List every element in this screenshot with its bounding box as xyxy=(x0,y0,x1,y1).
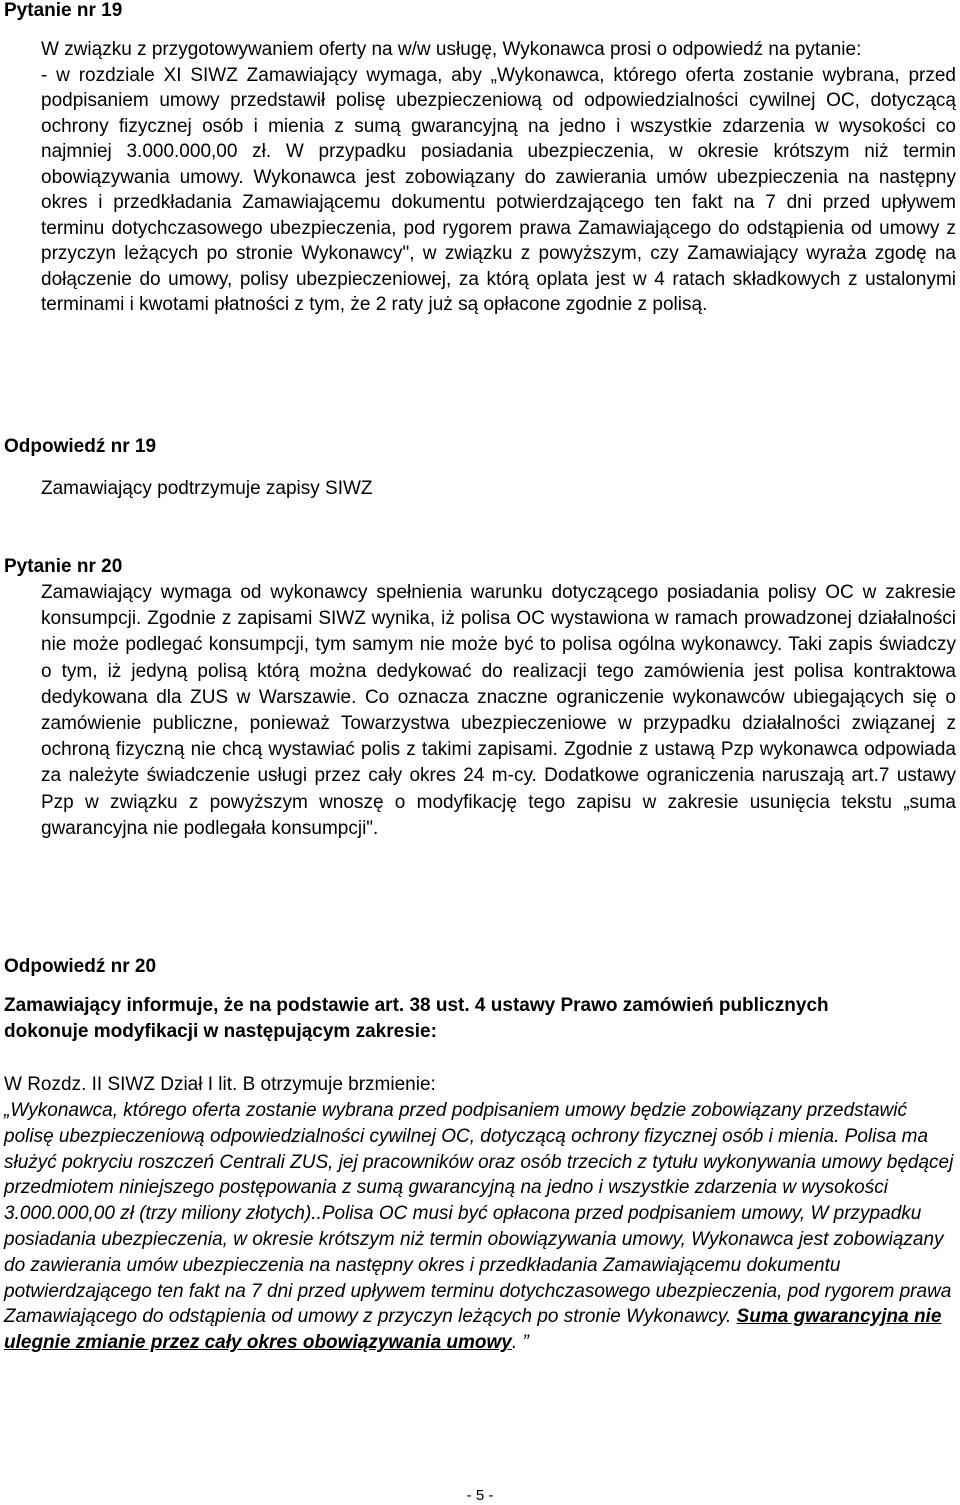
answer-20-italic-text xyxy=(4,1098,956,1356)
closing-quote: . ” xyxy=(511,1332,529,1354)
answer-20-intro: W Rozdz. II SIWZ Dział I lit. B otrzymuje brzmienie: xyxy=(4,1074,436,1095)
question-20-heading: Pytanie nr 20 xyxy=(4,556,123,577)
amended-clause-text: „Wykonawca, którego oferta zostanie wybrana przed podpisaniem umowy będzie zobowiązany przedstawić polisę ubezpieczeniową odpowiedzialności cywilnej OC, dotyczącą ochrony fizycznej osób i mienia. Polisa ma służyć pokryciu roszczeń Centrali ZUS, jej pracowników oraz osób trzecich z tytułu wykonywania umowy będącej przedmiotem niniejszego postępowania z sumą gwarancyjną na jedno i wszystkie zdarzenia w wysokości 3.000.000,00 zł (trzy miliony złotych)..Polisa OC musi być opłacona przed podpisaniem umowy, W przypadku posiadania ubezpieczenia, w okresie krótszym niż termin obowiązywania umowy, Wykonawca jest zobowiązany do zawierania umów ubezpieczenia na następny okres i przedkładania Zamawiającemu dokumentu potwierdzającego ten fakt na 7 dni przed upływem terminu dotychczasowego ubezpieczenia, pod rygorem prawa Zamawiającego do odstąpienia od umowy z przyczyn leżących po stronie Wykonawcy. xyxy=(4,1100,954,1328)
answer-20-heading: Odpowiedź nr 20 xyxy=(4,956,157,977)
underlined-clause: Suma gwarancyjna nie ulegnie zmianie przez cały okres obowiązywania umowy xyxy=(4,1306,942,1354)
answer-19-text: Zamawiający podtrzymuje zapisy SIWZ xyxy=(41,478,373,499)
page-number: - 5 - xyxy=(466,1487,494,1504)
question-20-text: Zamawiający wymaga od wykonawcy spełnienia warunku dotyczącego posiadania polisy OC w zakresie konsumpcji. Zgodnie z zapisami SIWZ wynika, iż polisa OC wystawiona w ramach prowadzonej działalności nie może podlegać konsumpcji, tym samym nie może być to polisa ogólna wykonawcy. Taki zapis świadczy o tym, iż jedyną polisą którą można dedykować do realizacji tego zamówienia jest polisa kontraktowa dedykowana dla ZUS w Warszawie. Co oznacza znaczne ograniczenie wykonawców ubiegających się o zamówienie publiczne, ponieważ Towarzystwa ubezpieczeniowe w przypadku działalności związanej z ochroną fizyczną nie chcą wystawiać polis z takimi zapisami. Zgodnie z ustawą Pzp wykonawca odpowiada za należyte świadczenie usługi przez cały okres 24 m-cy. Dodatkowe ograniczenia naruszają art.7 ustawy Pzp w związku z powyższym wnoszę o modyfikację tego zapisu w zakresie usunięcia tekstu „suma gwarancyjna nie podlegała konsumpcji". xyxy=(41,582,956,839)
question-19-heading: Pytanie nr 19 xyxy=(4,0,123,21)
question-19-text: W związku z przygotowywaniem oferty na w/w usługę, Wykonawca prosi o odpowiedź na pytanie: - w rozdziale XI SIWZ Zamawiający wymaga, aby „Wykonawca, którego oferta zostanie wybrana, przed podpisaniem umowy przedstawił polisę ubezpieczeniową od odpowiedzialności cywilnej OC, dotyczącą ochrony fizycznej osób i mienia z sumą gwarancyjną na jedno i wszystkie zdarzenia w wysokości co najmniej 3.000.000,00 zł. W przypadku posiadania ubezpieczenia, w okresie krótszym niż termin obowiązywania umowy. Wykonawca jest zobowiązany do zawierania umów ubezpieczenia na następny okres i przedkładania Zamawiającemu dokumentu potwierdzającego ten fakt na 7 dni przed upływem terminu dotychczasowego ubezpieczenia, pod rygorem prawa Zamawiającego do odstąpienia od umowy z przyczyn leżących po stronie Wykonawcy", w związku z powyższym, czy Zamawiający wyraża zgodę na dołączenie do umowy, polisy ubezpieczeniowej, za którą oplata jest w 4 ratach składkowych z ustalonymi terminami i kwotami płatności z tym, że 2 raty już są opłacone zgodnie z polisą. xyxy=(41,39,956,315)
answer-20-bold-statement: Zamawiający informuje, że na podstawie art. 38 ust. 4 ustawy Prawo zamówień publicznych dokonuje modyfikacji w następującym zakresie: xyxy=(4,995,829,1042)
answer-19-heading: Odpowiedź nr 19 xyxy=(4,436,157,457)
